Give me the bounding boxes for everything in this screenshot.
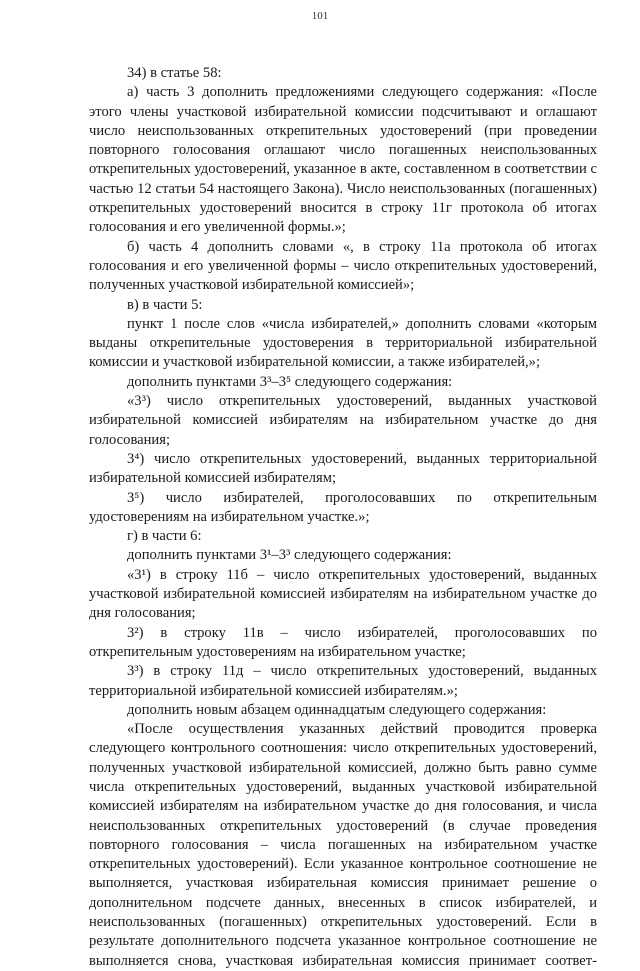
paragraph: г) в части 6: xyxy=(127,528,202,545)
paragraph: дополнить новым абзацем одиннадцатым следующего содержания: xyxy=(127,701,547,718)
paragraph: 3³) в строку 11д – число открепительных удостоверений, выданных территориальной избирательной комиссией избирателям.»; xyxy=(89,663,597,699)
paragraph: 3²) в строку 11в – число избирателей, проголосовавших по открепительным удостоверениям на избирательном участке; xyxy=(89,624,597,660)
paragraph: 3⁵) число избирателей, проголосовавших по открепительным удостоверениям на избирательном участке.»; xyxy=(89,489,597,525)
page-number: 101 xyxy=(311,10,329,22)
paragraph: «3³) число открепительных удостоверений, выданных участковой избирательной комиссией избирателям на избирательном участке до дня голосования; xyxy=(89,393,597,448)
paragraph: в) в части 5: xyxy=(127,296,203,313)
paragraph: дополнить пунктами 3³–3⁵ следующего содержания: xyxy=(127,373,453,390)
paragraph: а) часть 3 дополнить предложениями следующего содержания: «После этого члены участковой избирательной комиссии подсчитывают и оглашают число неиспользованных открепительных удостоверений (при проведении повторного голосования оглашают число погашенных неиспользованных открепительных удостоверений, указанное в акте, составленном в соответствии с частью 12 статьи 54 настоящего Закона). Число неиспользованных (погашенных) открепительных удостоверений вносится в строку 11г протокола об итогах голосования и его увеличенной формы.»; xyxy=(89,84,597,236)
paragraph: 34) в статье 58: xyxy=(127,65,222,81)
paragraph: «После осуществления указанных действий проводится проверка следующего контрольного соотношения: число открепительных удостоверений, полученных участковой избирательной комиссией, должно быть равно сумме числа открепительных удостоверений, выданных участковой избирательной комиссией избирателям на избирательном участке до дня голосования, и числа неиспользованных открепительных удостоверений (в случае проведения повторного голосования – числа погашенных на избирательном участке открепительных удостоверений). Если указанное контрольное соотношение не выполняется, участковая избирательная комиссия принимает решение о дополнительном подсчете данных, внесенных в список избирателей, и неиспользованных (погашенных) открепительных удостоверений. Если в результате дополнительного подсчета указанное контрольное соотношение не выполняется снова, участковая избирательная комиссия принимает соответ- xyxy=(89,721,597,969)
document-body xyxy=(89,64,597,971)
paragraph: пункт 1 после слов «числа избирателей,» дополнить словами «которым выданы открепительные удостоверения в территориальной избирательной комиссии и участковой избирательной комиссии, а также избирателей,»; xyxy=(89,315,597,371)
paragraph: «3¹) в строку 11б – число открепительных удостоверений, выданных участковой избирательной комиссией избирателям на избирательном участке до дня голосования; xyxy=(89,566,597,622)
paragraph: 3⁴) число открепительных удостоверений, выданных территориальной избирательной комиссией избирателям; xyxy=(89,450,597,487)
paragraph: б) часть 4 дополнить словами «, в строку 11а протокола об итогах голосования и его увеличенной формы – число открепительных удостоверений, полученных участковой избирательной комиссией»; xyxy=(89,238,597,294)
paragraph: дополнить пунктами 3¹–3³ следующего содержания: xyxy=(127,547,452,564)
